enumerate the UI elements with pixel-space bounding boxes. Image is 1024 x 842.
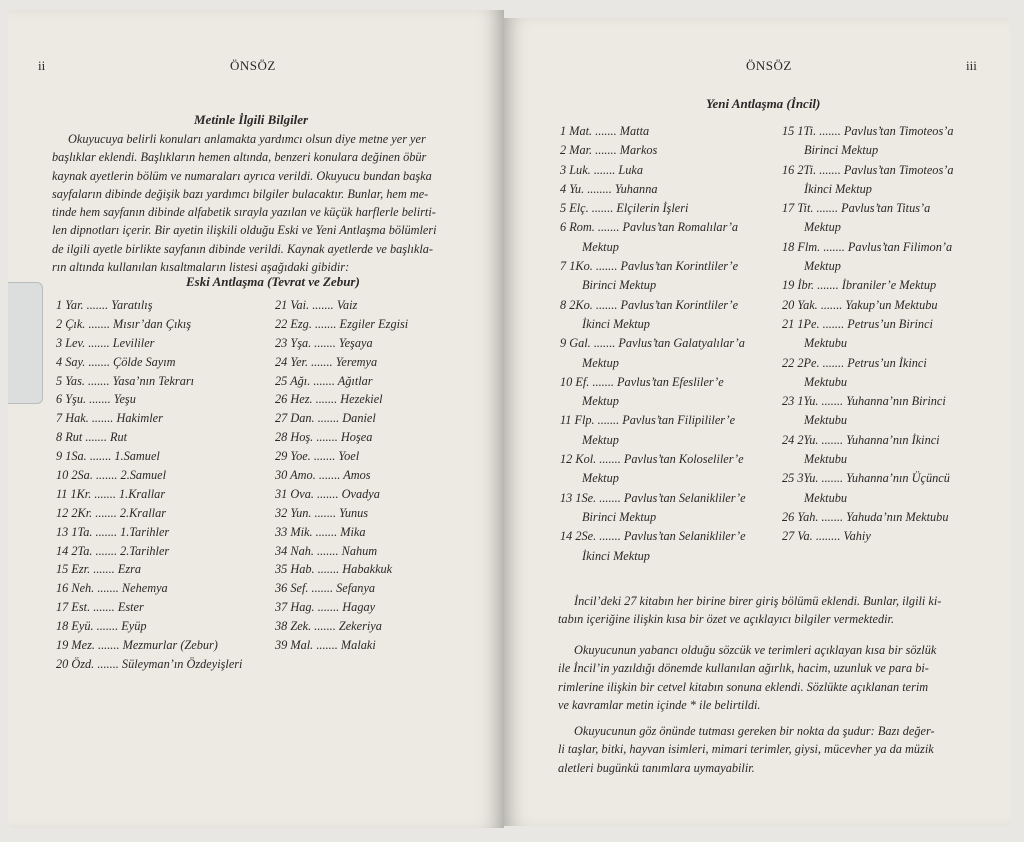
abbrev-entry: 38 Zek. ....... Zekeriya: [275, 619, 382, 634]
right-page: [504, 18, 1010, 826]
abbrev-entry: 27 Va. ........ Vahiy: [782, 529, 871, 544]
abbrev-entry: 19 Mez. ....... Mezmurlar (Zebur): [56, 638, 218, 653]
abbrev-entry: 28 Hoş. ....... Hoşea: [275, 430, 373, 445]
paragraph-line: li taşlar, bitki, hayvan isimleri, mimari terimler, giysi, mücevher ya da müzik: [558, 742, 934, 757]
abbrev-entry: 26 Hez. ....... Hezekiel: [275, 392, 383, 407]
abbrev-entry: 13 1Se. ....... Pavlus’tan Selanikliler’e: [560, 490, 746, 505]
abbrev-entry: 5 Elç. ....... Elçilerin İşleri: [560, 201, 689, 216]
abbrev-entry: 17 Tit. ....... Pavlus’tan Titus’a: [782, 201, 931, 216]
abbrev-entry-continued: Birinci Mektup: [804, 143, 879, 158]
abbrev-entry: 13 1Ta. ....... 1.Tarihler: [56, 524, 170, 539]
paragraph-introductions: [558, 592, 978, 629]
intro-line: tinde hem sayfanın dibinde alfabetik sırayla yazılan ve küçük harflerle belirti-: [52, 205, 436, 220]
abbrev-entry: 33 Mik. ....... Mika: [275, 524, 366, 539]
intro-paragraph: [52, 130, 474, 276]
paragraph-line: aletleri bugünkü tanımlara uymayabilir.: [558, 760, 755, 775]
abbrev-entry: 10 Ef. ....... Pavlus’tan Efesliler’e: [560, 374, 724, 389]
abbrev-entry-continued: Mektubu: [804, 452, 848, 467]
abbrev-entry: 23 Yşa. ....... Yeşaya: [275, 335, 373, 350]
intro-line: de ilgili ayetle birlikte sayfanın dibinde verildi. Kaynak ayetlerde ve başlıkla-: [52, 241, 433, 256]
intro-line: kaynak ayetlerin bölüm ve numaraları ayrıca verildi. Okuyucu bundan başka: [52, 168, 432, 183]
abbrev-entry: 16 2Ti. ....... Pavlus’tan Timoteos’a: [782, 162, 954, 177]
section-title: Metinle İlgili Bilgiler: [194, 112, 309, 127]
abbrev-entry-continued: Mektup: [804, 259, 841, 274]
abbrev-entry: 15 Ezr. ....... Ezra: [56, 562, 142, 577]
abbrev-entry: 22 Ezg. ....... Ezgiler Ezgisi: [275, 316, 409, 331]
abbrev-entry-continued: Mektubu: [804, 336, 848, 351]
abbrev-entry-continued: Mektup: [582, 471, 619, 486]
abbrev-entry: 9 1Sa. ....... 1.Samuel: [56, 449, 160, 464]
abbrev-entry: 14 2Se. ....... Pavlus’tan Selanikliler’e: [560, 529, 746, 544]
intro-line: Okuyucuya belirli konuları anlamakta yardımcı olsun diye metne yer yer: [68, 132, 426, 146]
new-testament-list-col1: [560, 122, 746, 566]
abbrev-entry: 12 2Kr. ....... 2.Krallar: [56, 505, 167, 520]
abbrev-entry-continued: Mektup: [582, 394, 619, 409]
left-page-header: ÖNSÖZ: [230, 58, 276, 73]
abbrev-entry-continued: Mektup: [582, 432, 619, 447]
abbrev-entry-continued: İkinci Mektup: [804, 181, 872, 196]
old-testament-list-col2: [275, 296, 408, 655]
new-testament-list-col2: [782, 122, 953, 547]
abbrev-entry: 25 3Yu. ....... Yuhanna’nın Üçüncü: [782, 471, 950, 486]
abbrev-entry: 11 Flp. ....... Pavlus’tan Filipililer’e: [560, 413, 736, 428]
paragraph-line: ve kavramlar metin içinde * ile belirtildi.: [558, 697, 761, 712]
abbrev-entry: 24 2Yu. ....... Yuhanna’nın İkinci: [782, 432, 940, 447]
right-page-header: ÖNSÖZ: [746, 58, 792, 73]
abbrev-entry: 3 Luk. ....... Luka: [560, 162, 644, 177]
abbrev-entry: 29 Yoe. ....... Yoel: [275, 449, 360, 464]
abbrev-entry: 2 Mar. ....... Markos: [560, 143, 658, 158]
abbrev-entry: 7 1Ko. ....... Pavlus’tan Korintliler’e: [560, 259, 739, 274]
abbrev-entry: 18 Eyü. ....... Eyüp: [56, 619, 147, 634]
paragraph-line: tabın içeriğine ilişkin kısa bir özet ve açıklayıcı bilgiler vermektedir.: [558, 612, 895, 627]
abbrev-entry: 16 Neh. ....... Nehemya: [56, 581, 168, 596]
abbrev-entry: 35 Hab. ....... Habakkuk: [275, 562, 393, 577]
abbrev-entry: 31 Ova. ....... Ovadya: [275, 486, 380, 501]
abbrev-entry: 39 Mal. ....... Malaki: [275, 638, 376, 653]
abbrev-entry: 37 Hag. ....... Hagay: [275, 600, 376, 615]
paragraph-line: ile İncil’in yazıldığı dönemde kullanılan ağırlık, hacim, uzunluk ve para bi-: [558, 661, 929, 676]
intro-line: rın altında kullanılan kısaltmaların listesi aşağıdaki gibidir:: [52, 260, 350, 275]
abbrev-entry: 30 Amo. ....... Amos: [275, 468, 371, 483]
abbrev-entry-continued: Mektubu: [804, 413, 848, 428]
abbrev-entry: 2 Çık. ....... Mısır’dan Çıkış: [56, 316, 192, 331]
abbrev-entry: 9 Gal. ....... Pavlus’tan Galatyalılar’a: [560, 336, 745, 351]
abbrev-entry: 36 Sef. ....... Sefanya: [275, 581, 376, 596]
abbrev-entry-continued: Mektubu: [804, 374, 848, 389]
intro-line: sayfaların dibinde değişik bazı yardımcı bilgiler bulacaktır. Bunlar, hem me-: [52, 186, 429, 201]
abbrev-entry: 17 Est. ....... Ester: [56, 600, 144, 615]
abbrev-entry: 18 Flm. ....... Pavlus’tan Filimon’a: [782, 239, 953, 254]
abbrev-entry-continued: Birinci Mektup: [582, 509, 657, 524]
left-page: [8, 10, 504, 828]
new-testament-title: Yeni Antlaşma (İncil): [706, 96, 821, 111]
abbrev-entry-continued: Birinci Mektup: [582, 278, 657, 293]
abbrev-entry: 23 1Yu. ....... Yuhanna’nın Birinci: [782, 394, 946, 409]
abbrev-entry-continued: Mektubu: [804, 490, 848, 505]
abbrev-entry: 12 Kol. ....... Pavlus’tan Koloseliler’e: [560, 452, 744, 467]
abbrev-entry: 1 Mat. ....... Matta: [560, 124, 650, 138]
abbrev-entry: 15 1Ti. ....... Pavlus’tan Timoteos’a: [782, 124, 954, 138]
abbrev-entry: 21 1Pe. ....... Petrus’un Birinci: [782, 316, 933, 331]
left-page-number: ii: [38, 58, 46, 73]
abbrev-entry: 11 1Kr. ....... 1.Krallar: [56, 486, 166, 501]
abbrev-entry-continued: Mektup: [582, 239, 619, 254]
old-testament-title: Eski Antlaşma (Tevrat ve Zebur): [186, 274, 360, 289]
paragraph-note: [558, 722, 978, 777]
abbrev-entry: 25 Ağı. ....... Ağıtlar: [275, 373, 373, 388]
abbrev-entry: 27 Dan. ....... Daniel: [275, 411, 376, 426]
abbrev-entry: 19 İbr. ....... İbraniler’e Mektup: [782, 278, 937, 293]
abbrev-entry: 20 Yak. ....... Yakup’un Mektubu: [782, 297, 938, 312]
abbrev-entry: 34 Nah. ....... Nahum: [275, 543, 378, 558]
abbrev-entry: 4 Say. ....... Çölde Sayım: [56, 354, 176, 369]
abbrev-entry: 7 Hak. ....... Hakimler: [56, 411, 163, 426]
paragraph-glossary: [558, 641, 978, 714]
abbrev-entry: 20 Özd. ....... Süleyman’ın Özdeyişleri: [56, 656, 243, 671]
abbrev-entry: 5 Yas. ....... Yasa’nın Tekrarı: [56, 373, 195, 388]
paragraph-line: rimlerine ilişkin bir cetvel kitabın sonuna eklendi. Sözlükte açıklanan terim: [558, 679, 929, 694]
abbrev-entry: 21 Vai. ....... Vaiz: [275, 298, 358, 312]
abbrev-entry: 8 Rut ....... Rut: [56, 430, 128, 445]
abbrev-entry: 14 2Ta. ....... 2.Tarihler: [56, 543, 170, 558]
intro-line: başlıklar eklendi. Başlıkların hemen altında, benzeri konulara değinen öbür: [52, 150, 427, 165]
paragraph-line: Okuyucunun göz önünde tutması gereken bir nokta da şudur: Bazı değer-: [574, 724, 935, 738]
abbrev-entry: 24 Yer. ....... Yeremya: [275, 354, 378, 369]
abbrev-entry-continued: İkinci Mektup: [582, 316, 650, 331]
abbrev-entry: 6 Yşu. ....... Yeşu: [56, 392, 136, 407]
right-page-number: iii: [966, 58, 977, 73]
abbrev-entry: 6 Rom. ....... Pavlus’tan Romalılar’a: [560, 220, 739, 235]
abbrev-entry-continued: İkinci Mektup: [582, 548, 650, 563]
abbrev-entry: 4 Yu. ........ Yuhanna: [560, 181, 658, 196]
abbrev-entry-continued: Mektup: [582, 355, 619, 370]
abbrev-entry: 1 Yar. ....... Yaratılış: [56, 298, 153, 312]
abbrev-entry: 22 2Pe. ....... Petrus’un İkinci: [782, 355, 927, 370]
old-testament-list-col1: [56, 296, 242, 674]
abbrev-entry: 10 2Sa. ....... 2.Samuel: [56, 468, 166, 483]
abbrev-entry-continued: Mektup: [804, 220, 841, 235]
plastic-page-tab: [8, 282, 43, 404]
abbrev-entry: 8 2Ko. ....... Pavlus’tan Korintliler’e: [560, 297, 739, 312]
abbrev-entry: 3 Lev. ....... Levililer: [56, 335, 155, 350]
intro-line: len dipnotları içerir. Bir ayetin ilişkili olduğu Eski ve Yeni Antlaşma bölümleri: [52, 223, 437, 238]
paragraph-line: Okuyucunun yabancı olduğu sözcük ve terimleri açıklayan kısa bir sözlük: [574, 643, 937, 657]
abbrev-entry: 32 Yun. ....... Yunus: [275, 505, 369, 520]
paragraph-line: İncil’deki 27 kitabın her birine birer giriş bölümü eklendi. Bunlar, ilgili ki-: [574, 594, 942, 608]
abbrev-entry: 26 Yah. ....... Yahuda’nın Mektubu: [782, 509, 949, 524]
